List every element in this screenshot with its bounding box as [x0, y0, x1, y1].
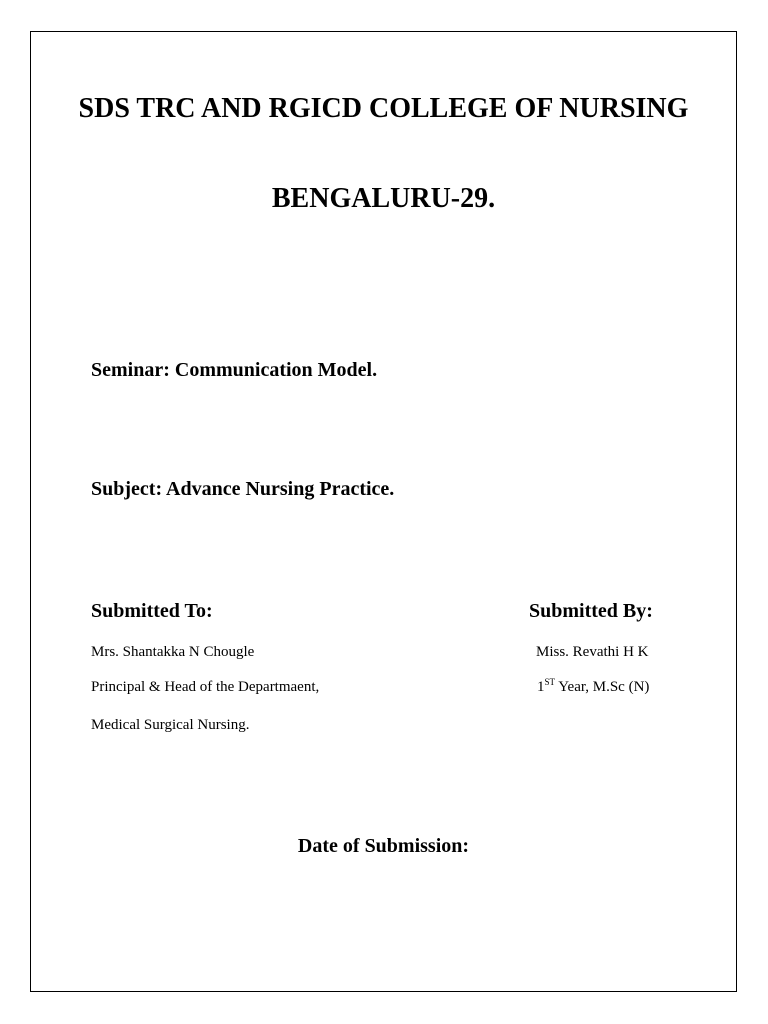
- submitted-to-name: Mrs. Shantakka N Chougle: [91, 644, 255, 660]
- city-line: BENGALURU-29.: [271, 183, 496, 214]
- seminar-title: Seminar: Communication Model.: [91, 359, 378, 381]
- year-rest: Year, M.Sc (N): [555, 679, 650, 695]
- submitted-to-role: Principal & Head of the Departmaent,: [91, 679, 320, 695]
- college-name: SDS TRC AND RGICD COLLEGE OF NURSING: [78, 93, 689, 124]
- submitted-by-heading: Submitted By:: [529, 600, 653, 622]
- submitted-by-name: Miss. Revathi H K: [536, 644, 649, 660]
- submitted-to-heading: Submitted To:: [91, 600, 213, 622]
- date-of-submission-label: Date of Submission:: [297, 835, 470, 857]
- submitted-by-year: [537, 678, 649, 696]
- subject-title: Subject: Advance Nursing Practice.: [91, 478, 395, 500]
- submitted-to-department: Medical Surgical Nursing.: [91, 717, 250, 733]
- year-number: 1: [537, 679, 545, 695]
- year-superscript: ST: [544, 677, 556, 687]
